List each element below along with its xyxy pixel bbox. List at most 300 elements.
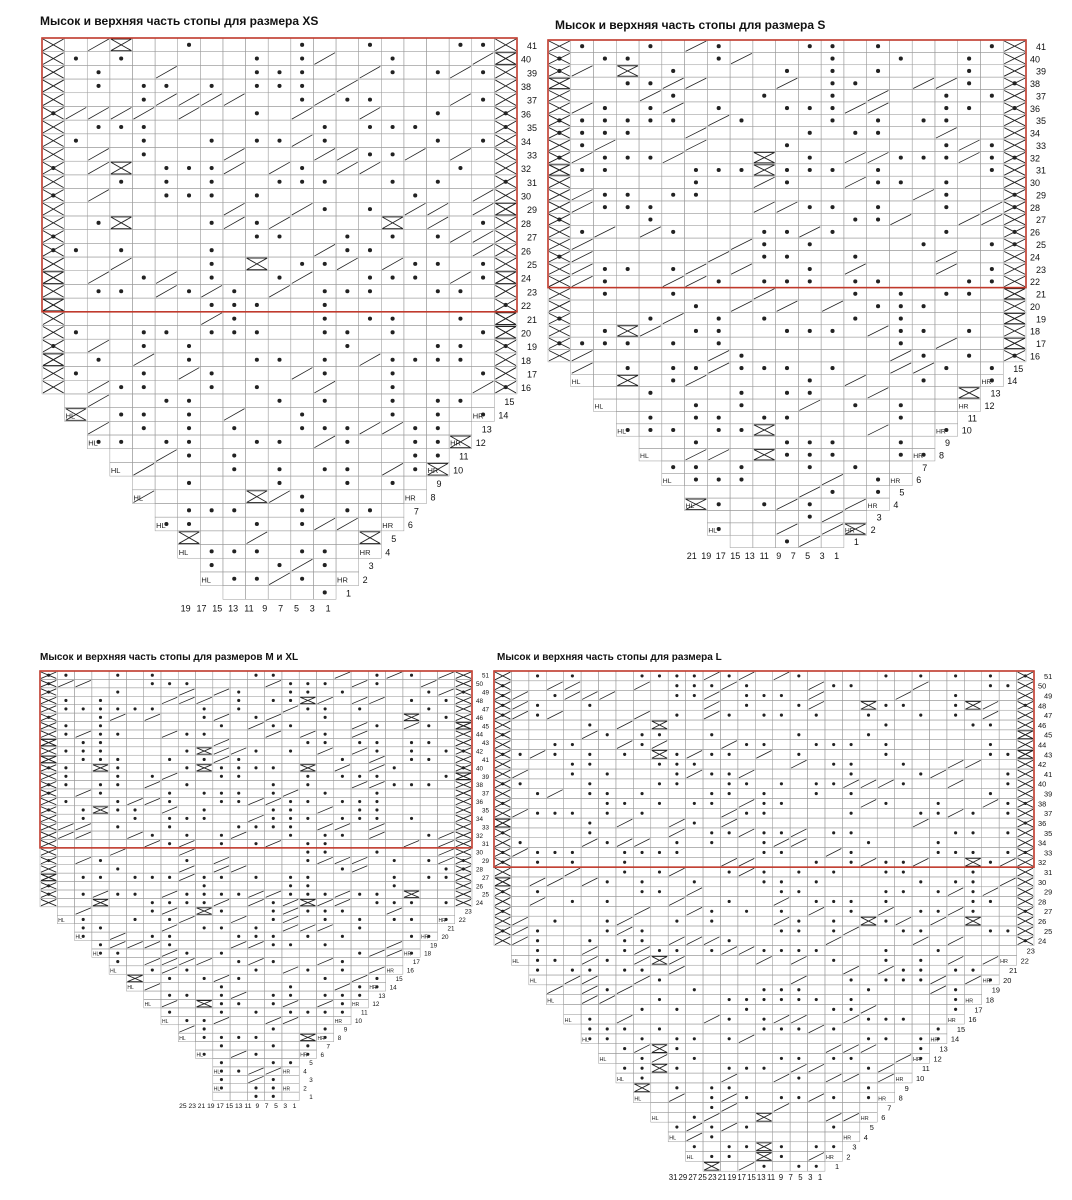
stitch-cell <box>594 374 617 386</box>
stitch-cell <box>437 755 454 763</box>
purl-dot <box>255 549 259 553</box>
purl-dot <box>623 969 626 972</box>
purl-dot <box>580 131 584 135</box>
purl-dot <box>168 800 171 803</box>
chart-row <box>548 127 1040 139</box>
purl-dot <box>830 440 834 444</box>
chart-row <box>132 490 435 504</box>
stitch-cell <box>200 52 223 66</box>
stitch-cell <box>594 250 617 262</box>
stitch-cell <box>230 713 247 721</box>
stitch-cell <box>860 946 877 956</box>
purl-dot <box>739 403 743 407</box>
stitch-cell <box>867 288 890 300</box>
stitch-cell <box>730 151 753 163</box>
decrease-slash <box>868 425 889 435</box>
stitch-cell <box>316 983 333 991</box>
decrease-slash <box>959 140 980 150</box>
stitch-cell <box>291 586 314 600</box>
stitch-cell <box>420 696 437 704</box>
decrease-slash <box>162 950 177 956</box>
stitch-cell <box>437 907 454 915</box>
stitch-cell <box>571 288 594 300</box>
purl-dot <box>187 344 191 348</box>
cable-cross-symbol <box>404 714 419 720</box>
stitch-cell <box>126 865 143 873</box>
marker-hr: HR <box>935 428 946 436</box>
purl-dot <box>830 57 834 61</box>
stitch-cell <box>860 955 877 965</box>
stitch-cell <box>427 38 450 52</box>
purl-dot <box>99 733 102 736</box>
stitch-cell <box>144 806 161 814</box>
stitch-cell <box>958 90 981 102</box>
stitch-cell <box>730 139 753 151</box>
decrease-slash <box>133 354 154 366</box>
purl-dot <box>832 929 835 932</box>
stitch-cell <box>958 263 981 275</box>
stitch-cell <box>57 839 74 847</box>
edge-cable-right <box>495 53 516 65</box>
marker-hl: HL <box>564 1017 572 1024</box>
stitch-cell <box>867 263 890 275</box>
decrease-slash <box>890 363 911 373</box>
row-number-label: 7 <box>413 506 419 517</box>
column-number-label: 15 <box>225 1103 234 1111</box>
purl-dot <box>220 766 223 769</box>
stitch-cell <box>109 696 126 704</box>
chart-row <box>548 102 1040 114</box>
decrease-slash <box>640 326 661 336</box>
purl-dot <box>272 699 275 702</box>
stitch-cell <box>92 848 109 856</box>
decrease-slash <box>868 103 889 113</box>
purl-dot <box>99 783 102 786</box>
stitch-cell <box>753 436 776 448</box>
stitch-cell <box>842 1034 859 1044</box>
stitch-cell <box>75 781 92 789</box>
purl-dot <box>944 292 948 296</box>
decrease-slash <box>572 251 593 261</box>
purl-dot <box>324 918 327 921</box>
purl-dot <box>255 70 259 74</box>
purl-dot <box>254 674 257 677</box>
stitch-cell <box>265 848 282 856</box>
stitch-cell <box>844 486 867 498</box>
stitch-cell <box>776 312 799 324</box>
stitch-cell <box>790 1142 807 1152</box>
purl-dot <box>203 817 206 820</box>
purl-dot <box>220 792 223 795</box>
stitch-cell <box>790 936 807 946</box>
decrease-slash <box>572 264 593 274</box>
purl-dot <box>410 935 413 938</box>
chart-row <box>40 781 484 790</box>
decrease-slash <box>721 1104 736 1112</box>
purl-dot <box>64 733 67 736</box>
stitch-cell <box>776 337 799 349</box>
stitch-cell <box>381 449 404 463</box>
chart-row <box>65 408 509 422</box>
purl-dot <box>413 426 417 430</box>
stitch-cell <box>449 421 472 435</box>
purl-dot <box>220 893 223 896</box>
chart-row <box>548 52 1040 64</box>
chart-row <box>564 1014 977 1024</box>
decrease-slash <box>663 313 684 323</box>
decrease-slash <box>861 1045 876 1053</box>
edge-cable-left <box>549 214 570 224</box>
stitch-cell <box>912 424 935 436</box>
stitch-cell <box>110 93 133 107</box>
chart-row <box>548 40 1046 52</box>
stitch-cell <box>230 671 247 679</box>
decrease-slash <box>826 1113 841 1121</box>
stitch-cell <box>155 298 178 312</box>
purl-dot <box>187 193 191 197</box>
stitch-cell <box>935 164 958 176</box>
marker-hl: HL <box>58 917 65 924</box>
stitch-cell <box>753 399 776 411</box>
chart-row <box>87 435 486 449</box>
row-number-label: 6 <box>320 1051 324 1059</box>
row-number-label: 36 <box>521 109 532 120</box>
marker-hr: HR <box>895 1076 904 1083</box>
edge-cable-left <box>43 272 64 284</box>
column-number-label: 17 <box>196 603 207 614</box>
stitch-cell <box>686 965 703 975</box>
purl-dot <box>919 978 922 981</box>
stitch-cell <box>178 52 201 66</box>
chart-row <box>213 1084 307 1093</box>
purl-dot <box>151 707 154 710</box>
stitch-cell <box>935 399 958 411</box>
stitch-cell <box>268 52 291 66</box>
cable-cross-symbol <box>300 765 315 771</box>
purl-dot <box>436 454 440 458</box>
purl-dot <box>220 1061 223 1064</box>
chart-row <box>57 907 472 916</box>
edge-cable-left <box>41 824 56 830</box>
decrease-slash <box>404 723 419 729</box>
stitch-cell <box>299 991 316 999</box>
purl-dot <box>232 454 236 458</box>
stitch-cell <box>808 926 825 936</box>
purl-dot <box>884 959 887 962</box>
chart-row <box>42 216 531 230</box>
purl-dot <box>797 929 800 932</box>
stitch-cell <box>386 848 403 856</box>
stitch-cell <box>282 713 299 721</box>
purl-dot <box>345 344 349 348</box>
purl-dot <box>368 508 372 512</box>
purl-dot <box>82 808 85 811</box>
stitch-cell <box>291 531 314 545</box>
stitch-cell <box>87 202 110 216</box>
purl-dot <box>254 935 257 938</box>
stitch-cell <box>178 738 195 746</box>
decrease-slash <box>292 368 313 380</box>
purl-dot <box>808 131 812 135</box>
purl-dot <box>808 440 812 444</box>
stitch-cell <box>368 688 385 696</box>
stitch-cell <box>798 300 821 312</box>
stitch-cell <box>247 772 264 780</box>
stitch-cell <box>132 435 155 449</box>
stitch-cell <box>92 932 109 940</box>
stitch-cell <box>639 300 662 312</box>
stitch-cell <box>790 1034 807 1044</box>
stitch-cell <box>980 176 1003 188</box>
decrease-slash <box>438 840 453 846</box>
marker-hl: HL <box>179 1035 186 1042</box>
decrease-slash <box>754 177 775 187</box>
purl-dot <box>300 98 304 102</box>
stitch-cell <box>126 823 143 831</box>
decrease-slash <box>224 409 245 421</box>
stitch-cell <box>230 738 247 746</box>
decrease-slash <box>663 78 684 88</box>
stitch-cell <box>703 975 720 985</box>
stitch-cell <box>935 275 958 287</box>
purl-dot <box>272 808 275 811</box>
purl-dot <box>717 477 721 481</box>
purl-dot <box>82 749 85 752</box>
edge-cable-right <box>456 857 471 863</box>
chart-row <box>662 473 921 485</box>
stitch-cell <box>449 175 472 189</box>
purl-dot <box>232 426 236 430</box>
purl-dot <box>458 358 462 362</box>
stitch-cell <box>755 1004 772 1014</box>
purl-dot <box>876 131 880 135</box>
purl-dot <box>391 180 395 184</box>
purl-dot <box>899 440 903 444</box>
row-number-label: 9 <box>904 1083 909 1093</box>
purl-dot <box>648 428 652 432</box>
decrease-slash <box>473 381 494 393</box>
chart-row <box>40 865 484 874</box>
purl-dot <box>203 1027 206 1030</box>
purl-dot <box>300 522 304 526</box>
stitch-cell <box>265 873 282 881</box>
stitch-cell <box>336 52 359 66</box>
stitch-cell <box>685 424 708 436</box>
purl-dot <box>220 1044 223 1047</box>
stitch-cell <box>929 1014 946 1024</box>
cable-cross-symbol <box>247 258 268 270</box>
stitch-cell <box>334 679 351 687</box>
stitch-cell <box>720 1112 737 1122</box>
stitch-cell <box>403 730 420 738</box>
decrease-slash <box>686 128 707 138</box>
stitch-cell <box>126 713 143 721</box>
decrease-slash <box>145 840 160 846</box>
purl-dot <box>990 267 994 271</box>
purl-dot <box>185 682 188 685</box>
row-number-label: 18 <box>1030 326 1041 337</box>
decrease-slash <box>179 107 200 119</box>
stitch-cell <box>403 856 420 864</box>
stitch-cell <box>381 38 404 52</box>
stitch-cell <box>594 350 617 362</box>
stitch-cell <box>776 424 799 436</box>
stitch-cell <box>472 394 495 408</box>
stitch-cell <box>639 275 662 287</box>
stitch-cell <box>87 367 110 381</box>
stitch-cell <box>155 462 178 476</box>
purl-dot <box>658 1027 661 1030</box>
stitch-cell <box>404 284 427 298</box>
stitch-cell <box>420 882 437 890</box>
stitch-cell <box>982 936 999 946</box>
stitch-cell <box>178 722 195 730</box>
purl-dot <box>850 978 853 981</box>
chart-row <box>548 164 1046 176</box>
stitch-cell <box>359 367 382 381</box>
edge-cable-left <box>549 53 570 63</box>
decrease-slash <box>269 573 290 585</box>
stitch-cell <box>336 490 359 504</box>
purl-dot <box>808 267 812 271</box>
purl-dot <box>902 1018 905 1021</box>
purl-dot <box>694 440 698 444</box>
purl-dot <box>876 490 880 494</box>
stitch-cell <box>223 189 246 203</box>
purl-dot <box>232 577 236 581</box>
cable-cross-symbol <box>617 326 638 336</box>
purl-dot <box>345 248 349 252</box>
edge-cable-left <box>41 891 56 897</box>
stitch-cell <box>889 424 912 436</box>
decrease-slash <box>512 917 527 925</box>
stitch-cell <box>844 65 867 77</box>
stitch-cell <box>808 975 825 985</box>
column-number-label: 21 <box>197 1103 206 1111</box>
purl-dot <box>324 741 327 744</box>
stitch-cell <box>109 873 126 881</box>
stitch-cell <box>599 975 616 985</box>
stitch-cell <box>755 926 772 936</box>
stitch-cell <box>246 161 269 175</box>
stitch-cell <box>132 161 155 175</box>
stitch-cell <box>230 722 247 730</box>
stitch-cell <box>178 312 201 326</box>
purl-dot <box>785 255 789 259</box>
stitch-cell <box>935 300 958 312</box>
purl-dot <box>427 707 430 710</box>
edge-cable-left <box>43 368 64 380</box>
chart-row <box>548 337 1046 349</box>
purl-dot <box>536 939 539 942</box>
purl-dot <box>603 106 607 110</box>
purl-dot <box>536 949 539 952</box>
stitch-cell <box>755 1054 772 1064</box>
purl-dot <box>74 248 78 252</box>
decrease-slash <box>913 363 934 373</box>
stitch-cell <box>964 936 981 946</box>
purl-dot <box>648 317 652 321</box>
purl-dot <box>358 817 361 820</box>
row-number-label: 19 <box>527 342 538 353</box>
stitch-cell <box>178 1000 195 1008</box>
row-number-label: 26 <box>1038 917 1047 927</box>
decrease-slash <box>88 39 109 51</box>
edge-cable-left <box>43 190 64 202</box>
stitch-cell <box>299 806 316 814</box>
decrease-slash <box>201 285 222 297</box>
stitch-cell <box>755 975 772 985</box>
stitch-cell <box>720 916 737 926</box>
purl-dot <box>323 563 327 567</box>
purl-dot <box>717 341 721 345</box>
stitch-cell <box>334 806 351 814</box>
decrease-slash <box>983 956 998 964</box>
stitch-cell <box>686 955 703 965</box>
stitch-cell <box>92 882 109 890</box>
decrease-slash <box>617 986 632 994</box>
decrease-slash <box>352 748 367 754</box>
purl-dot <box>133 707 136 710</box>
stitch-cell <box>776 510 799 522</box>
stitch-cell <box>247 831 264 839</box>
decrease-slash <box>799 536 820 546</box>
edge-cable-right <box>495 135 516 147</box>
edge-cable-right <box>495 285 516 297</box>
purl-dot <box>717 317 721 321</box>
chart-row <box>42 65 537 79</box>
stitch-cell <box>126 907 143 915</box>
stitch-cell <box>755 965 772 975</box>
purl-dot <box>436 262 440 266</box>
stitch-cell <box>57 848 74 856</box>
purl-dot <box>458 289 462 293</box>
purl-dot <box>255 111 259 115</box>
stitch-cell <box>110 312 133 326</box>
stitch-cell <box>246 38 269 52</box>
stitch-cell <box>730 535 753 547</box>
stitch-cell <box>247 1042 264 1050</box>
decrease-slash <box>382 463 403 475</box>
stitch-cell <box>707 127 730 139</box>
stitch-cell <box>268 243 291 257</box>
row-number-label: 4 <box>385 547 391 558</box>
stitch-cell <box>230 814 247 822</box>
row-number-label: 13 <box>481 424 492 435</box>
purl-dot <box>185 834 188 837</box>
purl-dot <box>623 949 626 952</box>
stitch-cell <box>790 1122 807 1132</box>
edge-cable-left <box>549 103 570 113</box>
purl-dot <box>142 330 146 334</box>
stitch-cell <box>662 164 685 176</box>
purl-dot <box>436 234 440 238</box>
row-number-label: 34 <box>476 815 484 823</box>
cable-cross-symbol <box>754 450 775 460</box>
cable-cross-symbol <box>127 975 142 981</box>
decrease-slash <box>686 264 707 274</box>
stitch-cell <box>420 814 437 822</box>
stitch-cell <box>200 517 223 531</box>
stitch-cell <box>316 873 333 881</box>
stitch-cell <box>877 1024 894 1034</box>
stitch-cell <box>65 120 88 134</box>
stitch-cell <box>980 325 1003 337</box>
edge-cable-left <box>549 202 570 212</box>
stitch-cell <box>825 1034 842 1044</box>
stitch-cell <box>947 916 964 926</box>
stitch-cell <box>798 176 821 188</box>
